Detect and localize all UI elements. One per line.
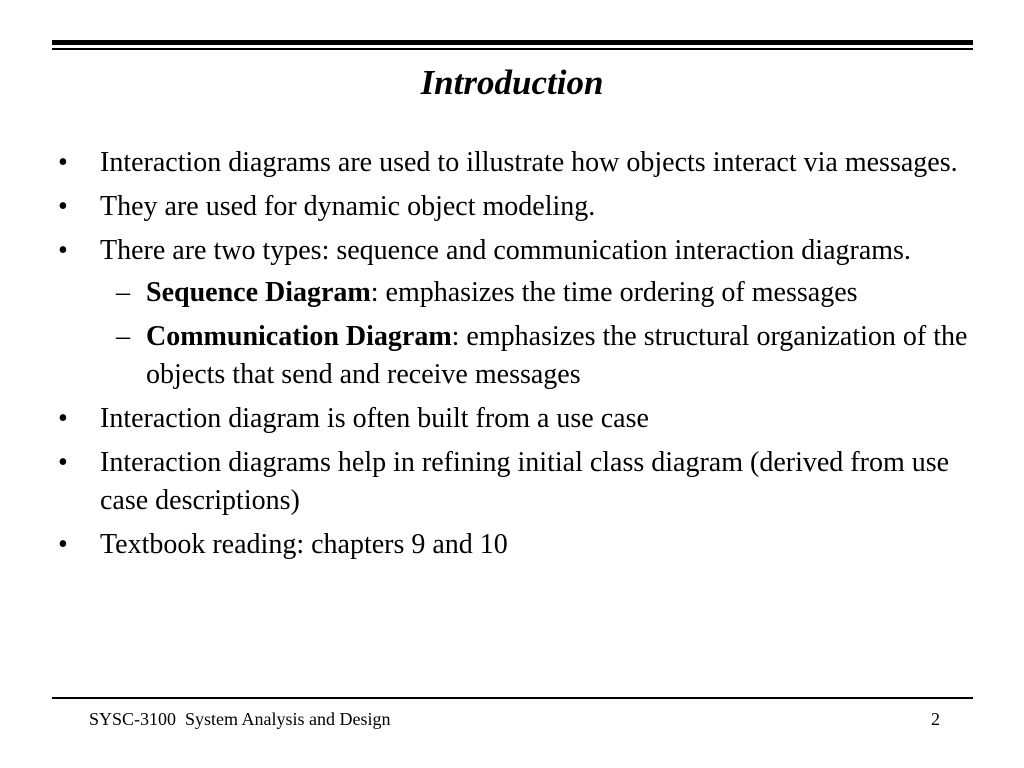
sub-bullet-marker: –: [116, 321, 130, 352]
bullet-text: Interaction diagram is often built from a use case: [100, 403, 649, 434]
bullet-text: Textbook reading: chapters 9 and 10: [100, 529, 508, 560]
bullet-item: [58, 232, 968, 394]
bullet-item: [58, 526, 968, 564]
slide-title: Introduction: [420, 63, 604, 102]
bullet-item: [58, 144, 968, 182]
footer-divider: [52, 697, 973, 699]
top-divider-thick: [52, 40, 973, 45]
top-divider-thin: [52, 48, 973, 50]
bullet-marker: •: [58, 147, 68, 178]
bullet-item: [58, 188, 968, 226]
bullet-marker: •: [58, 447, 68, 478]
sub-bullet-text: : emphasizes the time ordering of messages: [370, 277, 858, 308]
bullet-item: [58, 400, 968, 438]
sub-bullet-list: [100, 274, 968, 394]
sub-bullet-term: Communication Diagram: [146, 321, 452, 352]
bullet-text: There are two types: sequence and communication interaction diagrams.: [100, 235, 911, 266]
bullet-text: Interaction diagrams are used to illustrate how objects interact via messages.: [100, 147, 958, 178]
bullet-list: [58, 144, 968, 570]
bullet-text: Interaction diagrams help in refining initial class diagram (derived from use case descriptions): [100, 447, 950, 516]
bullet-marker: •: [58, 529, 68, 560]
bullet-marker: •: [58, 191, 68, 222]
sub-bullet-text: : emphasizes the structural organization of the objects that send and receive messages: [146, 321, 968, 390]
sub-bullet-marker: –: [116, 277, 130, 308]
sub-bullet-term: Sequence Diagram: [146, 277, 371, 308]
footer-course-title: SYSC-3100 System Analysis and Design: [89, 709, 391, 729]
footer-page-number: 2: [931, 709, 940, 729]
sub-bullet-item: [100, 318, 968, 394]
bullet-text: They are used for dynamic object modeling.: [100, 191, 596, 222]
bullet-item: [58, 444, 968, 520]
bullet-marker: •: [58, 403, 68, 434]
bullet-marker: •: [58, 235, 68, 266]
sub-bullet-item: [100, 274, 968, 312]
